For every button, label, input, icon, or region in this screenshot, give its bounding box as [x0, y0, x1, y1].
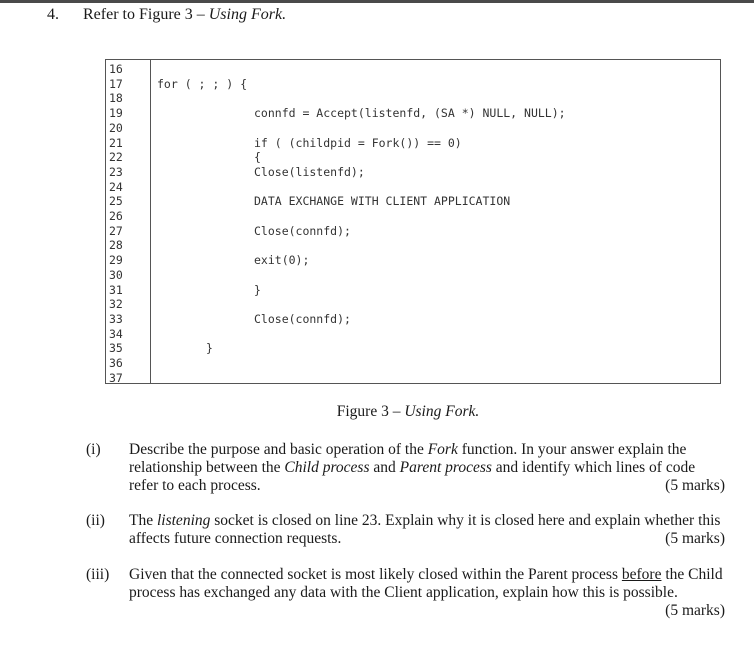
- question-part-iii: [86, 566, 731, 620]
- question-title-prefix: Refer to Figure 3 –: [83, 6, 209, 23]
- part-text-segment: Fork: [427, 441, 458, 458]
- line-number: 28: [109, 238, 123, 253]
- line-number: 33: [109, 311, 123, 326]
- line-number: 31: [109, 282, 123, 297]
- figure-caption-italic: Using Fork.: [404, 403, 480, 420]
- question-title: [83, 6, 286, 24]
- part-text-segment: The: [129, 512, 157, 529]
- question-part-ii: [86, 512, 731, 548]
- part-text-segment: the Child process has exchanged any data with the Client application, explain how this is possible.: [129, 566, 723, 601]
- code-line: }: [206, 341, 213, 356]
- figure-caption: [0, 403, 754, 421]
- part-text-segment: Describe the purpose and basic operation of the: [129, 441, 428, 458]
- question-number: 4.: [47, 6, 59, 23]
- line-number: 18: [109, 91, 123, 106]
- part-text-segment: listening: [156, 512, 211, 529]
- part-text-segment: and: [369, 459, 400, 476]
- part-text-segment: Given that the connected socket is most likely closed within the Parent process: [129, 566, 622, 583]
- code-figure: [105, 59, 721, 384]
- line-number: 25: [109, 194, 123, 209]
- code-line: if ( (childpid = Fork()) == 0): [254, 135, 462, 150]
- line-number: 32: [109, 297, 123, 312]
- part-text: [129, 441, 725, 495]
- part-text-segment: and identify which lines of code refer to each process.: [129, 459, 696, 494]
- code-line: for ( ; ; ) {: [157, 76, 248, 91]
- part-text-segment: Parent process: [399, 459, 492, 476]
- line-number: 34: [109, 326, 123, 341]
- top-rule: [0, 0, 754, 3]
- part-text-segment: socket is closed on line 23. Explain why it is closed here and explain whether this affects future connection requests.: [129, 512, 721, 547]
- line-number: 22: [109, 150, 123, 165]
- line-number: 35: [109, 341, 123, 356]
- code-line: Close(connfd);: [254, 223, 351, 238]
- code-line: exit(0);: [254, 253, 310, 268]
- question-title-italic: Using Fork.: [208, 6, 287, 23]
- line-number: 19: [109, 106, 123, 121]
- figure-caption-prefix: Figure 3 –: [336, 403, 405, 420]
- line-number: 30: [109, 267, 123, 282]
- line-number: 21: [109, 135, 123, 150]
- part-text: [129, 512, 725, 548]
- line-number: 16: [109, 62, 123, 76]
- part-label: (ii): [86, 512, 105, 529]
- question-part-i: [86, 441, 731, 495]
- part-text-segment: function. In your answer explain the relationship between the: [129, 441, 687, 476]
- part-label: (iii): [86, 566, 110, 583]
- line-number: 37: [109, 370, 123, 385]
- line-number: 29: [109, 253, 123, 268]
- line-number: 20: [109, 120, 123, 135]
- part-label: (i): [86, 441, 101, 458]
- part-marks: (5 marks): [665, 530, 725, 547]
- part-marks: (5 marks): [665, 602, 725, 619]
- code-line: }: [254, 282, 261, 297]
- code-line: connfd = Accept(listenfd, (SA *) NULL, NULL);: [254, 106, 566, 121]
- line-number-gutter: [106, 60, 151, 383]
- part-text-segment: Child process: [284, 459, 370, 476]
- line-number: 24: [109, 179, 123, 194]
- line-number: 23: [109, 164, 123, 179]
- part-text: [129, 566, 725, 602]
- code-line: Close(connfd);: [254, 311, 351, 326]
- code-line: Close(listenfd);: [254, 164, 365, 179]
- line-number: 17: [109, 76, 123, 91]
- code-line: {: [254, 150, 261, 165]
- line-number: 27: [109, 223, 123, 238]
- line-number: 36: [109, 356, 123, 370]
- part-marks: (5 marks): [665, 477, 725, 494]
- part-text-segment: before: [621, 566, 662, 583]
- code-line: DATA EXCHANGE WITH CLIENT APPLICATION: [254, 194, 511, 209]
- line-number: 26: [109, 209, 123, 223]
